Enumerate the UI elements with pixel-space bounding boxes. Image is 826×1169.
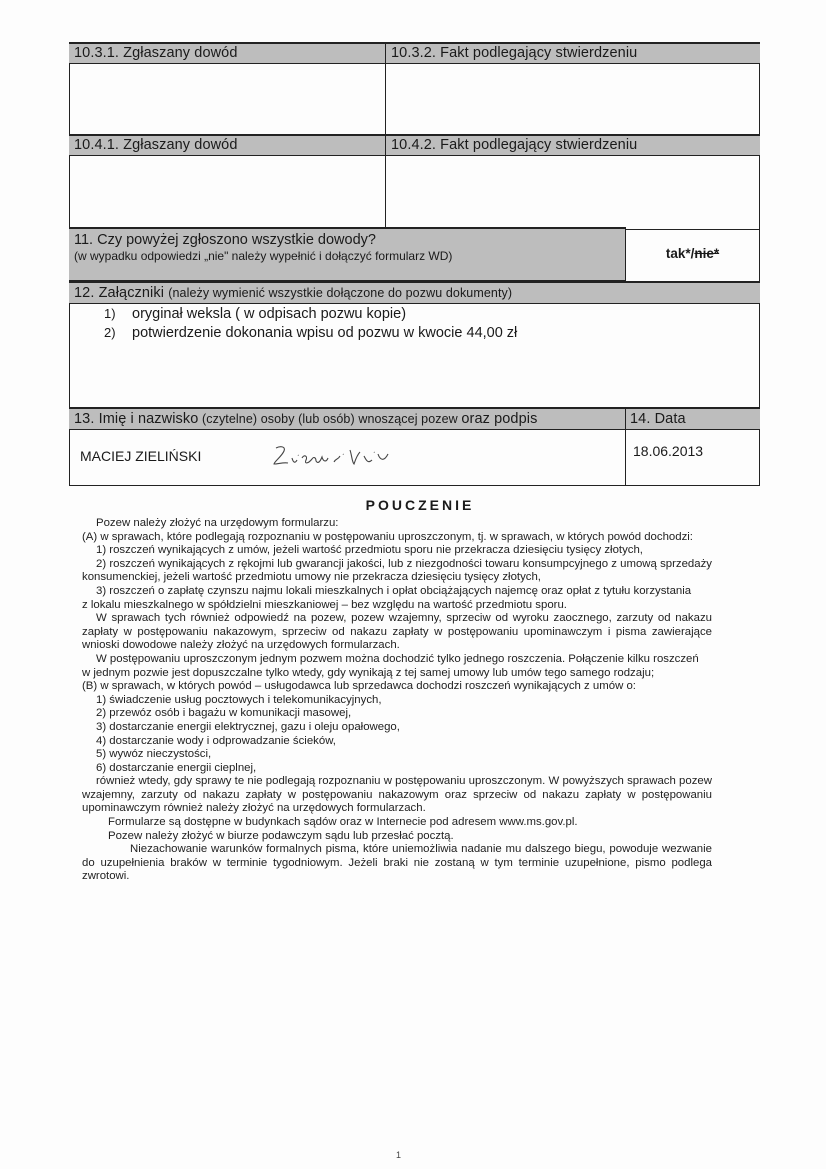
divider-13	[625, 407, 626, 486]
pouczenie-paragraph: 3) roszczeń o zapłatę czynszu najmu lokali mieszkalnych i opłat obciążających najemcę oraz opłat z tytułu korzystania	[96, 584, 692, 597]
header-14: 14. Data	[625, 407, 760, 430]
header-13: 13. Imię i nazwisko (czytelne) osoby (lub osób) wnoszącej pozew oraz podpis	[69, 407, 625, 430]
pouczenie-paragraph: Niezachowanie warunków formalnych pisma, które uniemożliwia nadanie mu dalszego biegu, powoduje wezwanie do uzupełnienia braków w terminie tygodniowym. Jeżeli braki nie zostaną w tym terminie uzupełnione, pismo podlega zwrotowi.	[82, 843, 712, 883]
section-12-note: (należy wymienić wszystkie dołączone do pozwu dokumenty)	[168, 286, 513, 300]
field-10-3-1-evidence[interactable]	[70, 62, 385, 134]
pouczenie-paragraph: 2) przewóz osób i bagażu w komunikacji masowej,	[96, 707, 352, 720]
pouczenie-paragraph: również wtedy, gdy sprawy te nie podlegają rozpoznaniu w postępowaniu uproszczonym. W powyższych sprawach pozew wzajemny, zarzuty od nakazu zapłaty w postępowaniu nakazowym oraz sprzeciw od nakazu zapłaty w postępowaniu upominawczym również należy złożyć na urzędowych formularzach.	[82, 775, 712, 815]
date-value: 18.06.2013	[633, 443, 704, 459]
section-11-question: 11. Czy powyżej zgłoszono wszystkie dowody?	[74, 232, 376, 248]
header-12	[69, 281, 760, 304]
section-11-note: (w wypadku odpowiedzi „nie" należy wypełnić i dołączyć formularz WD)	[74, 249, 453, 263]
pouczenie-paragraph: Pozew należy złożyć na urzędowym formularzu:	[96, 517, 339, 529]
field-10-4-2-fact[interactable]	[387, 155, 759, 227]
header-10-4-1: 10.4.1. Zgłaszany dowód	[69, 134, 386, 156]
page-number: 1	[396, 1150, 402, 1160]
header-10-3-1: 10.3.1. Zgłaszany dowód	[69, 42, 386, 64]
section-12-title: 12. Załączniki	[74, 285, 165, 301]
attachments-list	[104, 305, 744, 342]
pouczenie-paragraph: 1) roszczeń wynikających z umów, jeżeli wartość przedmiotu sporu nie przekracza dziesięciu tysięcy złotych,	[96, 544, 643, 557]
pouczenie-paragraph: (B) w sprawach, w których powód – usługodawca lub sprzedawca dochodzi roszczeń wynikających z umów o:	[82, 680, 636, 693]
handwritten-signature	[268, 440, 403, 472]
pouczenie-body	[82, 517, 712, 884]
list-item: 2) potwierdzenie dokonania wpisu od pozwu w kwocie 44,00 zł	[104, 325, 518, 341]
pouczenie-paragraph: 6) dostarczanie energii cieplnej,	[96, 761, 257, 774]
pouczenie-paragraph: z lokalu mieszkalnego w spółdzielni mieszkaniowej – bez względu na wartość przedmiotu sporu.	[82, 598, 567, 611]
pouczenie-title: POUCZENIE	[365, 497, 475, 513]
section-11-answer[interactable]	[626, 229, 759, 280]
pouczenie-paragraph: w jednym pozwie jest dopuszczalne tylko wtedy, gdy wynikają z tej samej umowy lub umów tego samego rodzaju;	[82, 666, 655, 679]
field-10-3-2-fact[interactable]	[387, 62, 759, 134]
list-item: 1) oryginał weksla ( w odpisach pozwu kopie)	[104, 306, 407, 322]
signer-name: MACIEJ ZIELIŃSKI	[80, 448, 202, 464]
answer-yes: tak*/	[665, 246, 695, 261]
pouczenie-paragraph: 1) świadczenie usług pocztowych i telekomunikacyjnych,	[96, 693, 382, 706]
pouczenie-paragraph: Pozew należy złożyć w biurze podawczym sądu lub przesłać pocztą.	[108, 829, 454, 842]
answer-no-struck: nie*	[694, 246, 720, 261]
section-11-question-cell	[69, 227, 625, 281]
pouczenie-paragraph: 5) wywóz nieczystości,	[96, 748, 212, 761]
header-10-4-2: 10.4.2. Fakt podlegający stwierdzeniu	[386, 134, 760, 156]
pouczenie-paragraph: 4) dostarczanie wody i odprowadzanie ścieków,	[96, 734, 336, 747]
field-10-4-1-evidence[interactable]	[70, 155, 385, 227]
pouczenie-paragraph: 2) roszczeń wynikających z rękojmi lub gwarancji jakości, lub z niezgodności towaru konsumpcyjnego z umową sprzedaży konsumenckiej, jeżeli wartość przedmiotu umowy nie przekracza dziesięciu tysięcy złotych,	[82, 557, 712, 584]
header-10-3-2: 10.3.2. Fakt podlegający stwierdzeniu	[386, 42, 760, 64]
pouczenie-paragraph: W postępowaniu uproszczonym jednym pozwem można dochodzić tylko jednego roszczenia. Połączenie kilku roszczeń	[96, 652, 699, 665]
divider-10	[385, 42, 386, 228]
pouczenie-paragraph: W sprawach tych również odpowiedź na pozew, pozew wzajemny, sprzeciw od wyroku zaocznego, zarzuty od nakazu zapłaty w postępowaniu nakazowym, sprzeciw od nakazu zapłaty w postępowaniu upominawczym i pisma zawierające wnioski dowodowe należy złożyć na urzędowych formularzach.	[82, 612, 712, 652]
pouczenie-paragraph: (A) w sprawach, które podlegają rozpoznaniu w postępowaniu uproszczonym, tj. w sprawach, w których powód dochodzi:	[82, 530, 693, 543]
pouczenie-paragraph: 3) dostarczanie energii elektrycznej, gazu i oleju opałowego,	[96, 720, 400, 733]
pouczenie-paragraph: Formularze są dostępne w budynkach sądów oraz w Internecie pod adresem www.ms.gov.pl.	[108, 816, 578, 829]
